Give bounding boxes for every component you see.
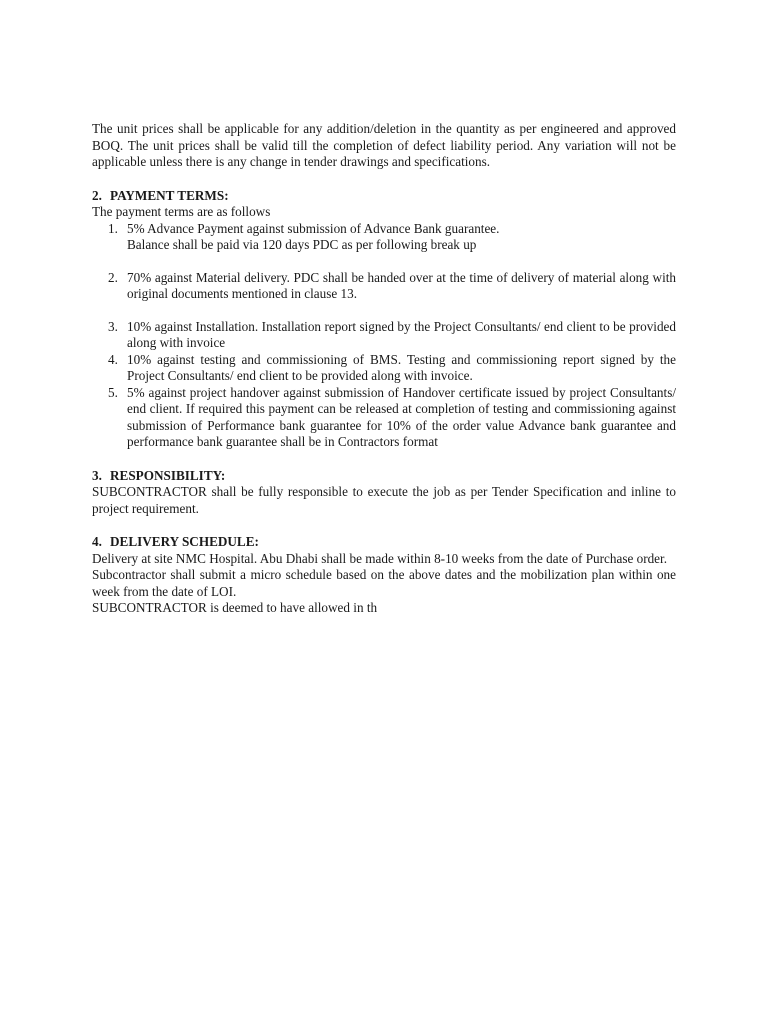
list-item-number: 5. (108, 384, 118, 400)
delivery-paragraph-2: Subcontractor shall submit a micro schedule based on the above dates and the mobilization plan within one week from the date of LOI. (92, 567, 676, 599)
responsibility-paragraph: SUBCONTRACTOR shall be fully responsible to execute the job as per Tender Specification and inline to project requirement. (92, 484, 676, 516)
list-item-number: 1. (108, 220, 118, 236)
list-item-text: 70% against Material delivery. PDC shall be handed over at the time of delivery of material along with original documents mentioned in clause 13. (127, 269, 676, 301)
section-title: PAYMENT TERMS: (110, 187, 229, 203)
payment-terms-heading (92, 188, 676, 205)
delivery-schedule-heading (92, 534, 676, 551)
section-title: RESPONSIBILITY: (110, 467, 226, 483)
delivery-paragraph-3: SUBCONTRACTOR is deemed to have allowed in th (92, 600, 378, 615)
list-item-number: 2. (108, 269, 118, 285)
document-body (92, 121, 676, 617)
section-number: 4. (92, 534, 102, 549)
list-item (92, 270, 676, 303)
list-item (92, 319, 676, 352)
list-item-text: 5% against project handover against submission of Handover certificate issued by project Consultants/ end client. If required this payment can be released at completion of testing and commissioning against submission of Performance bank guarantee for 10% of the order value Advance bank guarantee and performance bank guarantee shall be in Contractors format (127, 384, 676, 449)
payment-terms-lead: The payment terms are as follows (92, 204, 271, 219)
delivery-paragraph-1: Delivery at site NMC Hospital. Abu Dhabi shall be made within 8-10 weeks from the date of Purchase order. (92, 550, 667, 566)
list-item-text: 5% Advance Payment against submission of Advance Bank guarantee. (127, 220, 500, 236)
list-item-text: 10% against Installation. Installation report signed by the Project Consultants/ end client to be provided along with invoice (127, 318, 676, 350)
list-item-extra: Balance shall be paid via 120 days PDC as per following break up (127, 237, 477, 252)
section-number: 3. (92, 467, 102, 483)
intro-paragraph: The unit prices shall be applicable for any addition/deletion in the quantity as per engineered and approved BOQ. The unit prices shall be valid till the completion of defect liability period. Any variation will not be applicable unless there is any change in tender drawings and specifications. (92, 121, 676, 169)
list-item (92, 221, 676, 254)
list-item (92, 385, 676, 451)
section-title: DELIVERY SCHEDULE: (110, 534, 259, 549)
list-item-number: 4. (108, 351, 118, 367)
responsibility-heading (92, 468, 676, 485)
section-number: 2. (92, 187, 102, 203)
list-item (92, 352, 676, 385)
list-item-number: 3. (108, 318, 118, 334)
payment-terms-list (92, 221, 676, 451)
list-item-text: 10% against testing and commissioning of BMS. Testing and commissioning report signed by the Project Consultants/ end client to be provided along with invoice. (127, 351, 676, 383)
